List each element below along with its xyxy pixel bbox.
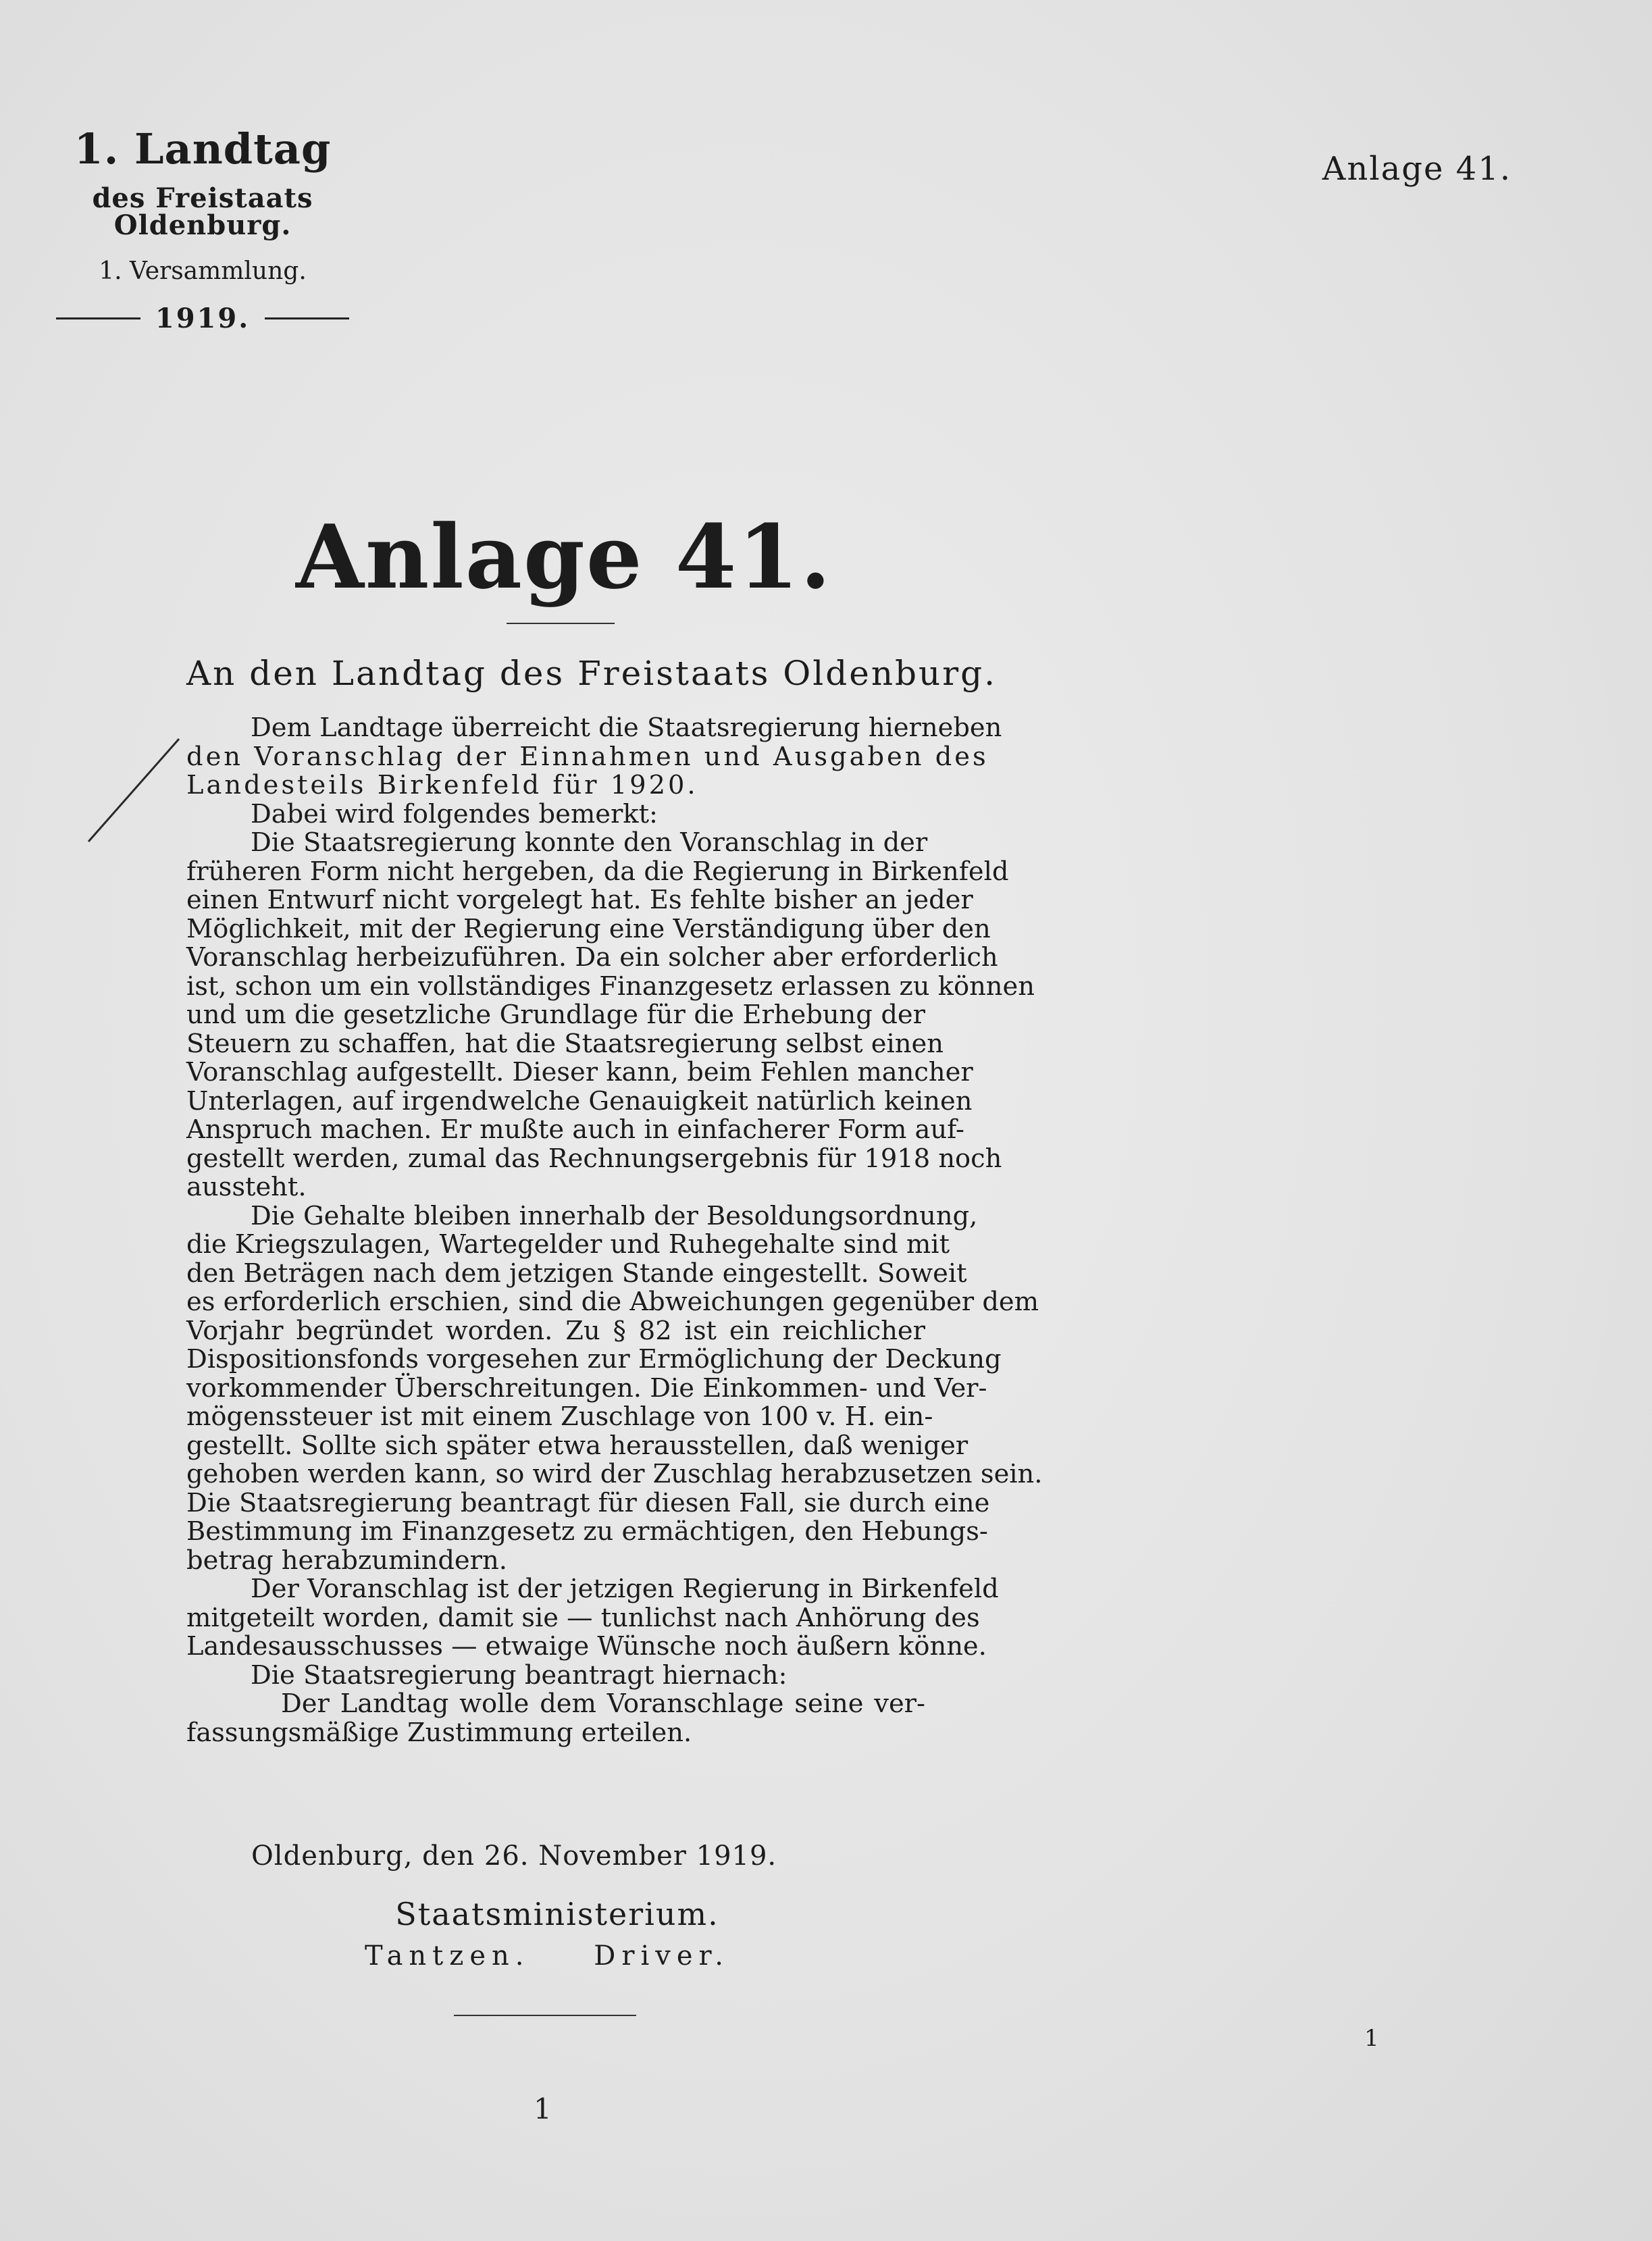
header-rule-left [56,317,140,319]
body-line: gestellt werden, zumal das Rechnungsergebnis für 1918 noch [186,1143,1002,1174]
body-line: die Kriegszulagen, Wartegelder und Ruhegehalte sind mit [186,1229,950,1260]
body-line: Die Staatsregierung beantragt hiernach: [251,1659,788,1691]
address-line: An den Landtag des Freistaats Oldenburg. [186,654,998,693]
header-left-block [47,124,358,334]
signature-tantzen: Tantzen. [365,1940,530,1972]
header-anlage-label: Anlage 41. [1322,150,1512,188]
page-number-right: 1 [1364,2025,1379,2052]
header-year: 1919. [155,303,251,334]
body-line: es erforderlich erschien, sind die Abweichungen gegenüber dem [186,1287,1039,1317]
place-date-line: Oldenburg, den 26. November 1919. [251,1840,777,1872]
closing-divider [454,2015,636,2016]
body-line: den Voranschlag der Einnahmen und Ausgaben des [186,741,989,772]
body-line: Anspruch machen. Er mußte auch in einfacherer Form auf- [186,1114,964,1145]
ministry-name: Staatsministerium. [395,1896,719,1932]
page-title: Anlage 41. [295,505,833,609]
body-line: gehoben werden kann, so wird der Zuschlag herabzusetzen sein. [186,1459,1043,1489]
body-line: mitgeteilt worden, damit sie — tunlichst nach Anhörung des [186,1602,980,1633]
body-line: Der Voranschlag ist der jetzigen Regierung in Birkenfeld [251,1574,999,1604]
header-year-row [47,303,358,334]
page-number-center: 1 [534,2092,552,2126]
body-line: früheren Form nicht hergeben, da die Regierung in Birkenfeld [186,856,1009,887]
body-line: Bestimmung im Finanzgesetz zu ermächtigen, den Hebungs- [186,1516,988,1547]
body-line: Vorjahr begründet worden. Zu § 82 ist ein reichlicher [186,1315,925,1346]
body-line: aussteht. [186,1172,307,1202]
body-line: Voranschlag aufgestellt. Dieser kann, beim Fehlen mancher [186,1057,973,1087]
body-line: Der Landtag wolle dem Voranschlage seine ver- [281,1689,925,1719]
body-line: einen Entwurf nicht vorgelegt hat. Es fehlte bisher an jeder [186,885,973,915]
body-line: Dem Landtage überreicht die Staatsregierung hierneben [251,713,1002,743]
pencil-mark [84,736,182,844]
body-line: Voranschlag herbeizuführen. Da ein solcher aber erforderlich [186,942,998,973]
body-line: den Beträgen nach dem jetzigen Stande eingestellt. Soweit [186,1258,967,1289]
body-line: Landesteils Birkenfeld für 1920. [186,770,698,800]
body-line: und um die gesetzliche Grundlage für die Erhebung der [186,1000,925,1030]
header-freistaat: des Freistaats Oldenburg. [92,182,313,241]
body-line: mögenssteuer ist mit einem Zuschlage von 100 v. H. ein- [186,1401,933,1432]
body-line: Unterlagen, auf irgendwelche Genauigkeit natürlich keinen [186,1085,973,1116]
body-line: Die Staatsregierung konnte den Voranschlag in der [251,827,928,858]
header-versammlung: 1. Versammlung. [99,257,307,285]
body-line: Die Staatsregierung beantragt für diesen Fall, sie durch eine [186,1487,990,1518]
body-line: ist, schon um ein vollständiges Finanzgesetz erlassen zu können [186,971,1035,1002]
body-line: betrag herabzumindern. [186,1545,507,1576]
body-line: gestellt. Sollte sich später etwa herausstellen, daß weniger [186,1430,969,1461]
body-line: Dabei wird folgendes bemerkt: [251,798,658,829]
signature-row [365,1940,729,1972]
body-line: vorkommender Überschreitungen. Die Einkommen- und Ver- [186,1372,987,1403]
body-line: Landesausschusses — etwaige Wünsche noch äußern könne. [186,1631,987,1662]
signature-driver: Driver. [594,1940,729,1972]
header-rule-right [265,317,349,319]
body-line: Dispositionsfonds vorgesehen zur Ermöglichung der Deckung [186,1344,1002,1374]
document-body [186,713,1043,1748]
body-line: Steuern zu schaffen, hat die Staatsregierung selbst einen [186,1028,944,1059]
header-landtag: 1. Landtag [74,124,332,174]
body-line: Die Gehalte bleiben innerhalb der Besoldungsordnung, [251,1200,978,1231]
body-line: fassungsmäßige Zustimmung erteilen. [186,1717,692,1748]
body-line: Möglichkeit, mit der Regierung eine Verständigung über den [186,913,991,944]
title-divider [507,623,615,624]
